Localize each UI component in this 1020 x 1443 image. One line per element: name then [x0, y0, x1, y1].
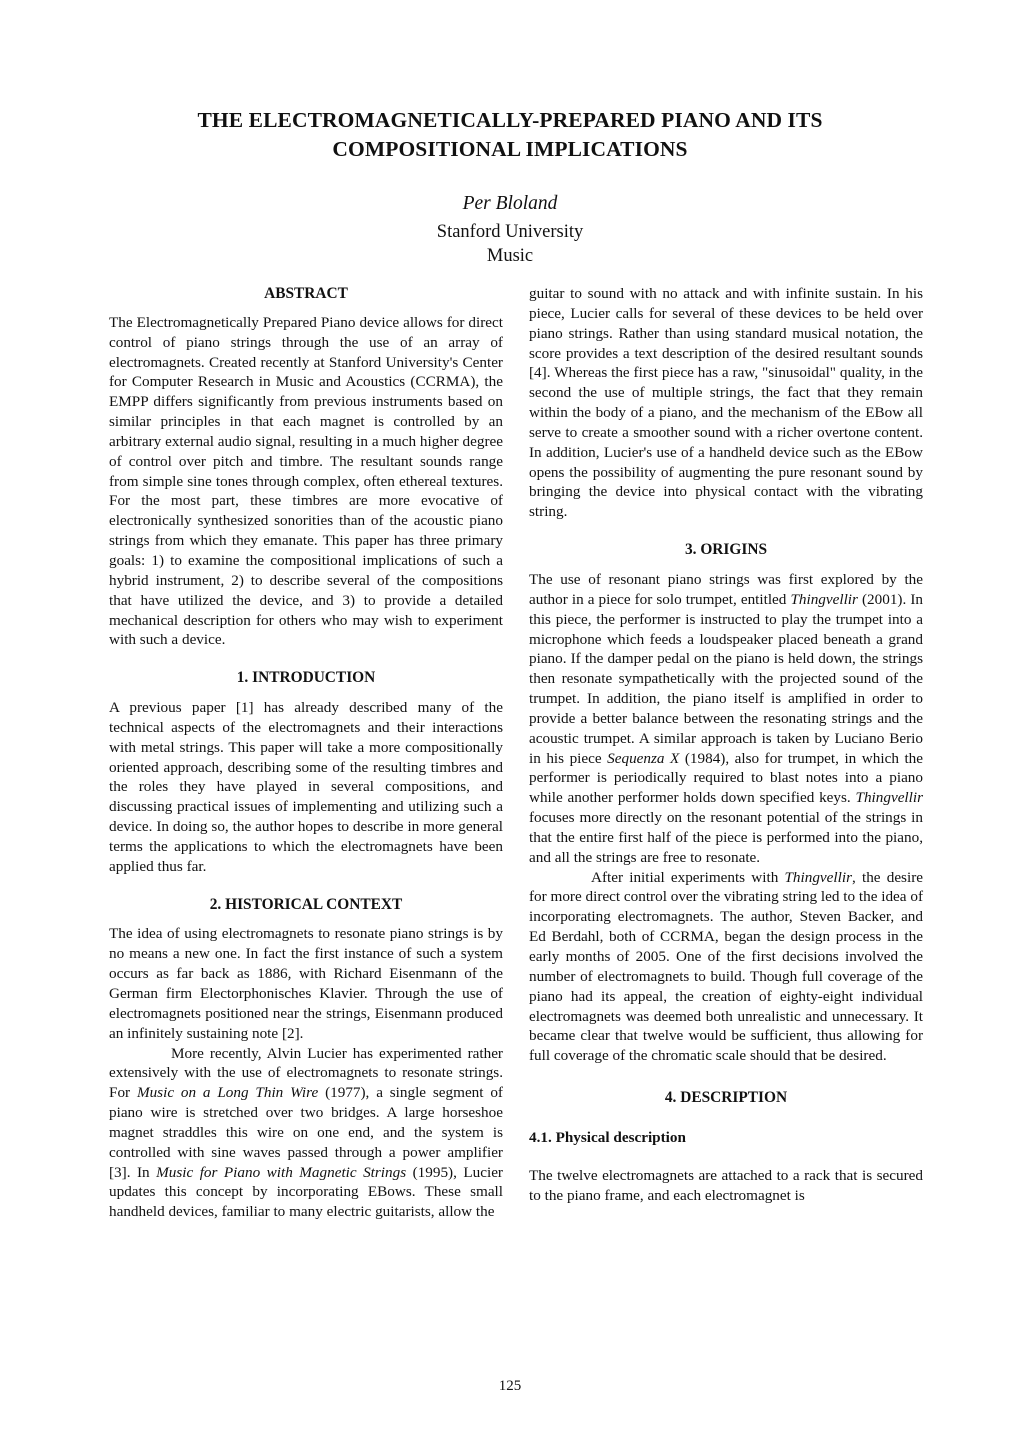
page-number: 125 — [498, 1378, 522, 1394]
work-title-thingvellir: Thingvellir — [790, 590, 858, 608]
introduction-text: A previous paper [1] has already described many of the technical aspects of the electromagnets and their interactions with metal strings. This paper will take a more compositionally oriented approach, describing some of the resulting timbres and the roles they have played in several compositions, and discussing practical issues of implementing and utilizing such a device. In doing so, the author hopes to describe in more general terms the applications to which the electromagnets have been applied thus far. — [109, 699, 503, 875]
paper-title-line-1: THE ELECTROMAGNETICALLY-PREPARED PIANO AND ITS — [197, 108, 823, 132]
introduction-heading: 1. INTRODUCTION — [236, 669, 376, 687]
left-column — [109, 284, 503, 1222]
work-title-sequenza: Sequenza X — [607, 749, 680, 767]
description-heading: 4. DESCRIPTION — [664, 1089, 788, 1107]
work-title-thingvellir-3: Thingvellir — [784, 868, 852, 886]
origins-paragraph-2: After initial experiments with Thingvellir, the desire for more direct control over the vibrating string led to the idea of incorporating electromagnets. The author, Steven Backer, and Ed Berdahl, both of CCRMA, began the design process in the early months of 2005. One of the first decisions involved the number of electromagnets to build. Though full coverage of the piano had its appeal, the creation of eighty-eight individual electromagnets was deemed both unrealistic and unnecessary. It became clear that twelve would be sufficient, thus allowing for full coverage of the chromatic scale should that be desired. — [529, 868, 923, 1065]
author-name: Per Bloland — [462, 193, 558, 214]
work-title-magnetic-strings: Music for Piano with Magnetic Strings — [156, 1163, 407, 1181]
origins-paragraph-1: The use of resonant piano strings was first explored by the author in a piece for solo trumpet, entitled Thingvellir (2001). In this piece, the performer is instructed to play the trumpet into a microphone which feeds a loudspeaker placed beneath a grand piano. If the damper pedal on the piano is held down, the strings then resonate sympathetically with the projected sound of the trumpet. In addition, the piano itself is amplified in order to provide a better balance between the resonating strings and the acoustic trumpet. A similar approach is taken by Luciano Berio in his piece Sequenza X (1984), also for trumpet, in which the performer is periodically required to blast notes into a piano while another performer holds down specified keys. Thingvellir focuses more directly on the resonant potential of the strings in that the entire first half of the piece is performed into the piano, and all the strings are free to resonate. — [529, 570, 923, 866]
historical-context-paragraph-2: More recently, Alvin Lucier has experimented rather extensively with the use of electromagnets to resonate strings. For Music on a Long Thin Wire (1977), a single segment of piano wire is stretched over two bridges. A large horseshoe magnet straddles this wire on one end, and the system is controlled with sine waves passed through a power amplifier [3]. In Music for Piano with Magnetic Strings (1995), Lucier updates this concept by incorporating EBows. These small handheld devices, familiar to many electric guitarists, allow the — [109, 1044, 503, 1221]
right-column — [529, 284, 923, 1205]
paper-title — [90, 106, 930, 164]
historical-context-continuation: guitar to sound with no attack and with infinite sustain. In his piece, Lucier calls for several of these devices to be held over piano strings. Rather than using standard musical notation, the score provides a text description of the desired resultant sounds [4]. Whereas the first piece has a raw, "sinusoidal" quality, in the second the use of multiple strings, the fact that they remain within the body of a piano, and the mechanism of the EBow all serve to create a smoother sound with a richer overtone content. In addition, Lucier's use of a handheld device such as the EBow opens the possibility of augmenting the pure resonant sound by bringing the device into physical contact with the vibrating string. — [529, 285, 923, 521]
abstract-heading: ABSTRACT — [264, 285, 348, 302]
abstract-text: The Electromagnetically Prepared Piano device allows for direct control of piano strings through the use of an array of electromagnets. Created recently at Stanford University's Center for Computer Research in Music and Acoustics (CCRMA), the EMPP differs significantly from previous instruments based on similar principles in that each magnet is controlled by an arbitrary external audio signal, resulting in a much higher degree of control over pitch and timbre. The resultant sounds range from simple sine tones through complex, often ethereal textures. For the most part, these timbres are more evocative of electronically synthesized sonorities than of the acoustic piano strings from which they emanate. This paper has three primary goals: 1) to examine the compositional implications of such a hybrid instrument, 2) to describe several of the compositions that have utilized the device, and 3) to provide a detailed mechanical description for others who may wish to experiment with such a device. — [109, 313, 503, 649]
physical-description-text: The twelve electromagnets are attached to a rack that is secured to the piano frame, and each electromagnet is — [529, 1166, 923, 1204]
paper-title-line-2: COMPOSITIONAL IMPLICATIONS — [332, 137, 688, 161]
physical-description-subheading: 4.1. Physical description — [529, 1128, 686, 1146]
work-title-thingvellir-2: Thingvellir — [855, 789, 923, 807]
historical-context-paragraph-1: The idea of using electromagnets to resonate piano strings is by no means a new one. In fact the first instance of such a system occurs as far back as 1886, with Richard Eisenmann of the German firm Electorphonisches Klavier. Through the use of electromagnets positioned near the strings, Eisenmann produced an infinitely sustaining note [2]. — [109, 925, 503, 1042]
author-affiliation — [0, 220, 1020, 268]
affiliation-institution: Stanford University — [436, 222, 584, 242]
origins-heading: 3. ORIGINS — [684, 541, 768, 559]
affiliation-department: Music — [486, 246, 534, 266]
historical-context-heading: 2. HISTORICAL CONTEXT — [209, 895, 403, 913]
work-title-long-thin-wire: Music on a Long Thin Wire — [136, 1084, 319, 1102]
